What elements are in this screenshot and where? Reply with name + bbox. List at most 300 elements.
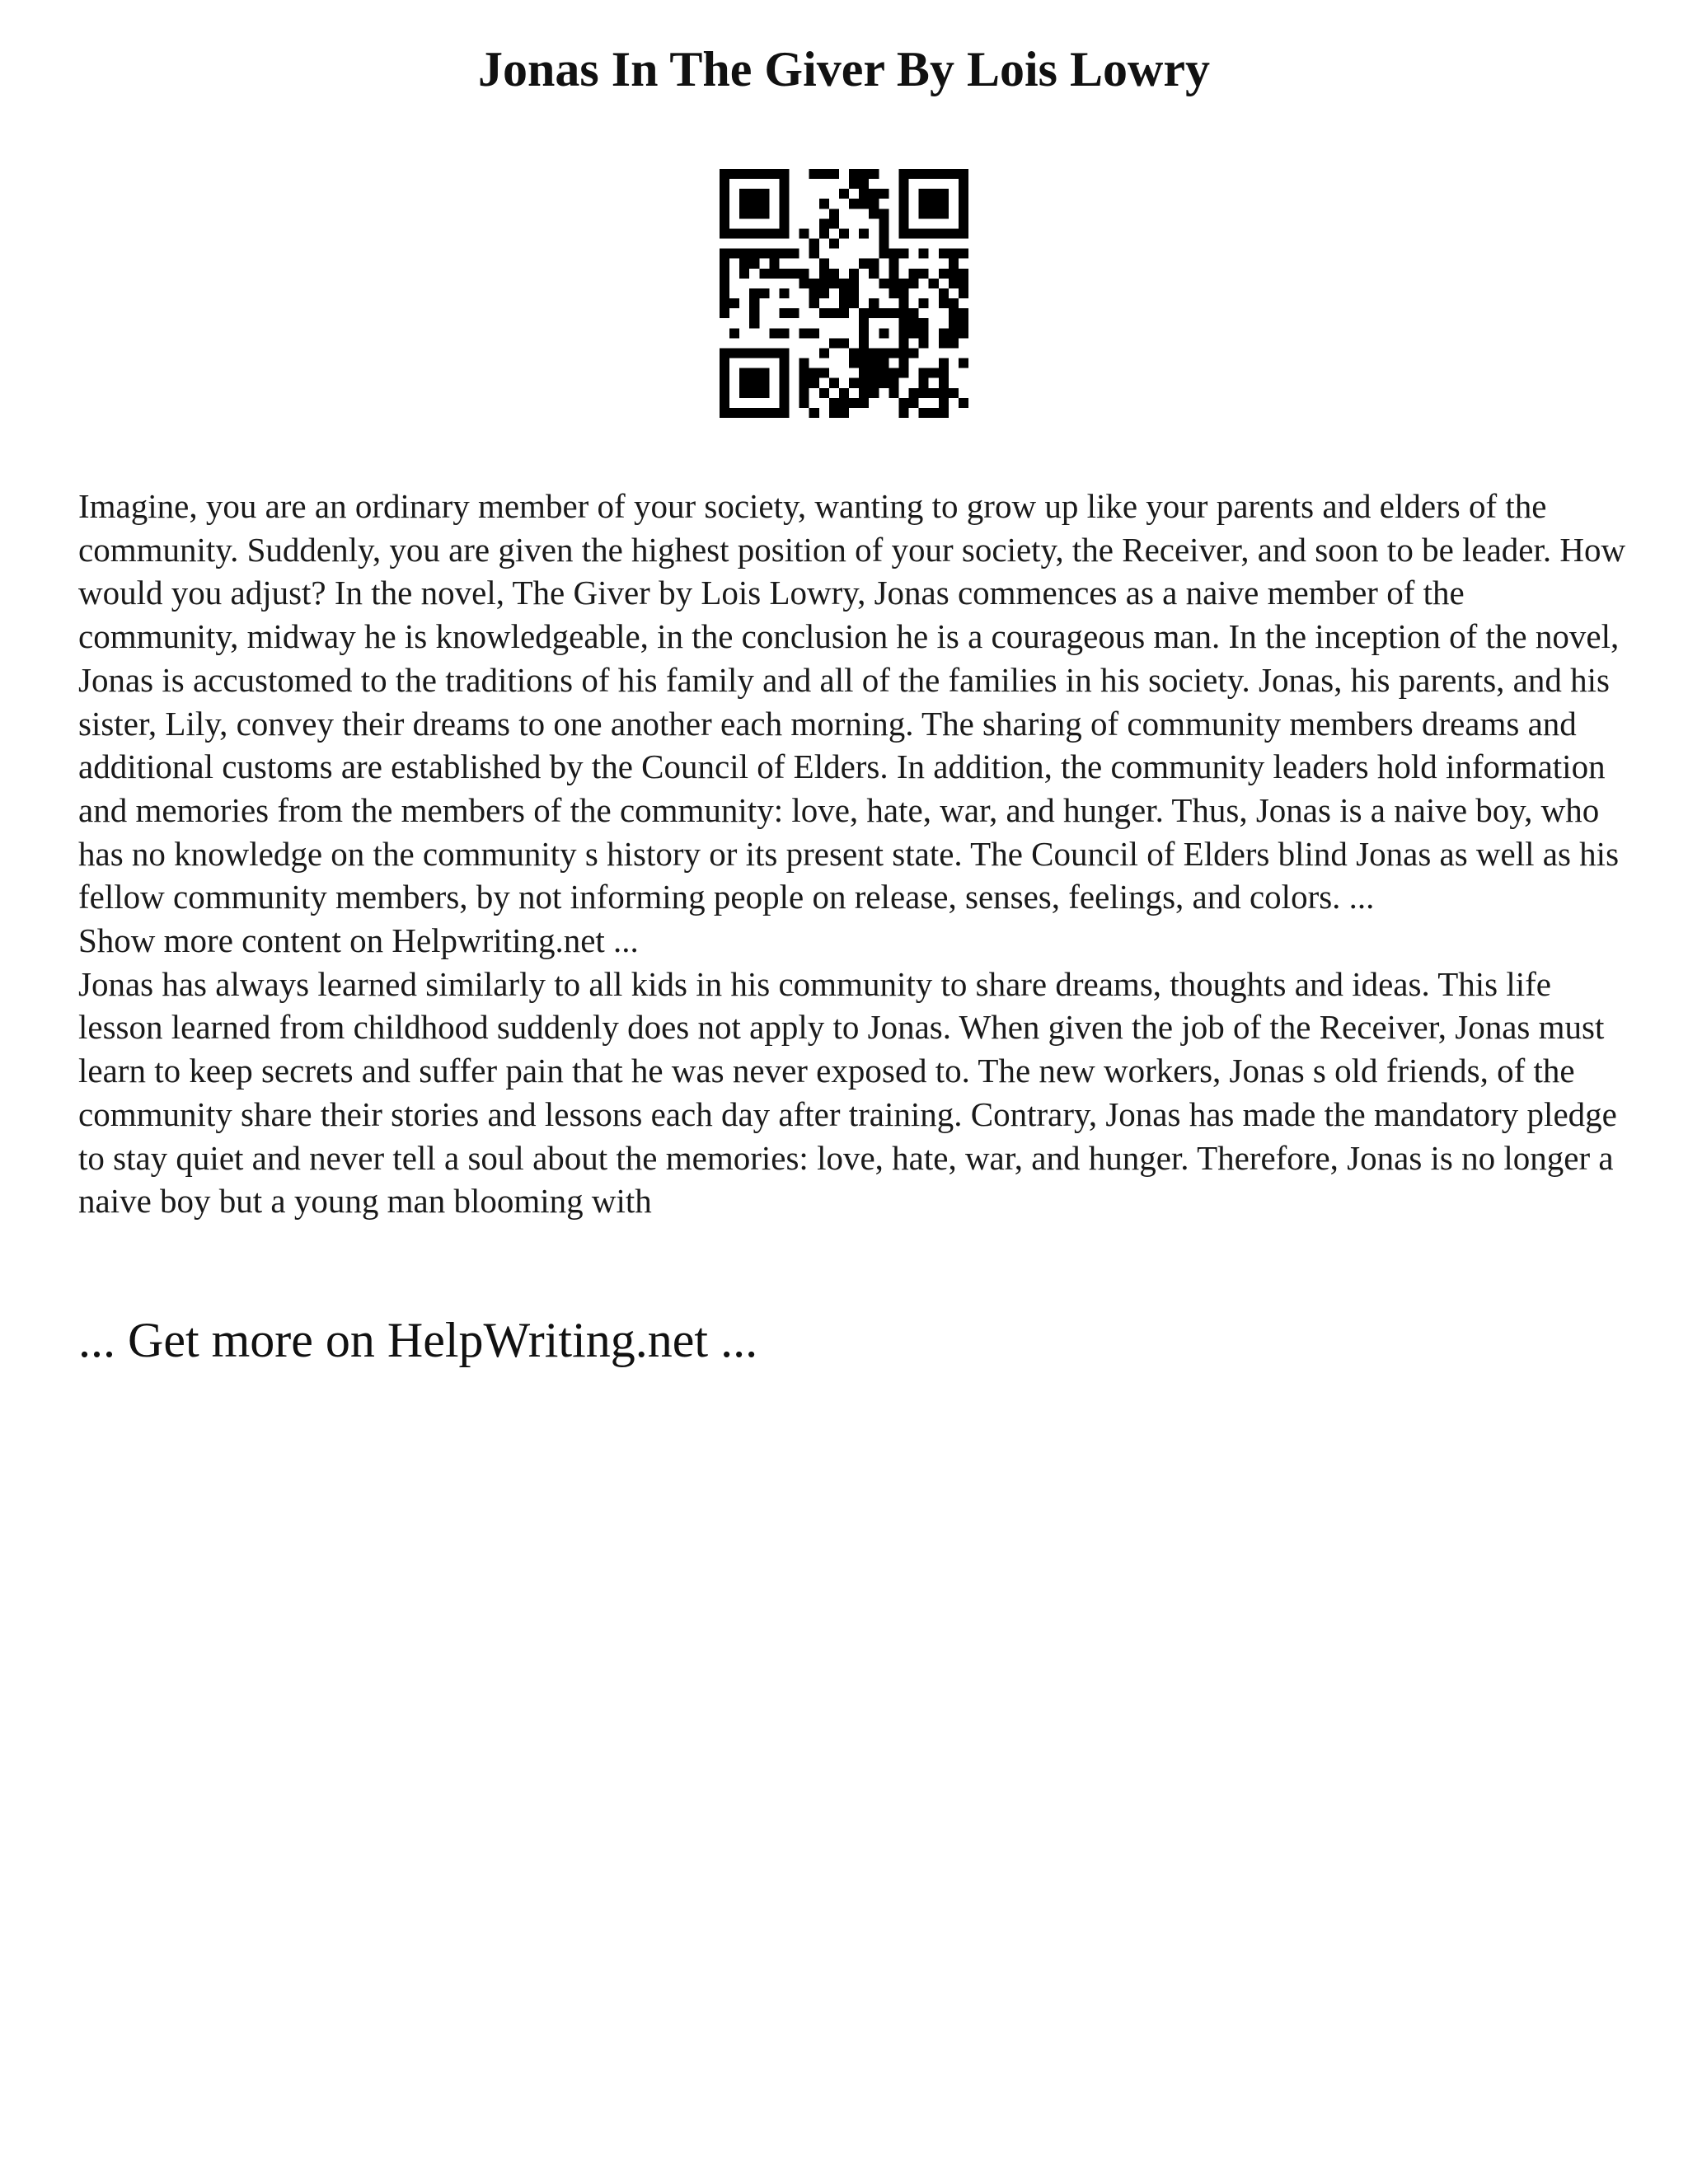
qr-module: [819, 259, 829, 269]
qr-module: [919, 328, 929, 338]
qr-module: [859, 348, 869, 358]
qr-module: [759, 169, 769, 179]
qr-module: [889, 288, 898, 298]
qr-module: [779, 378, 789, 388]
qr-module: [898, 189, 908, 199]
qr-module: [769, 269, 779, 279]
qr-module: [889, 348, 898, 358]
qr-module: [819, 228, 829, 238]
qr-module: [729, 249, 739, 259]
qr-module: [898, 318, 908, 328]
qr-module: [819, 308, 829, 318]
qr-module: [879, 368, 889, 378]
qr-module: [849, 199, 859, 209]
qr-module: [749, 318, 759, 328]
qr-module: [779, 359, 789, 368]
qr-module: [879, 279, 889, 288]
document-body: [78, 485, 1628, 1223]
qr-module: [809, 288, 819, 298]
qr-module: [879, 228, 889, 238]
qr-module: [749, 348, 759, 358]
qr-module: [799, 269, 809, 279]
qr-module: [720, 269, 729, 279]
qr-module: [859, 368, 869, 378]
qr-module: [849, 179, 859, 189]
qr-module: [739, 169, 749, 179]
qr-module: [949, 269, 959, 279]
qr-module: [898, 359, 908, 368]
qr-module: [799, 398, 809, 408]
qr-module: [729, 298, 739, 308]
qr-module: [779, 199, 789, 209]
qr-module: [919, 209, 929, 218]
qr-module: [959, 328, 968, 338]
qr-module: [749, 169, 759, 179]
qr-module: [819, 368, 829, 378]
qr-module: [949, 228, 959, 238]
qr-module: [879, 378, 889, 388]
qr-module: [939, 368, 949, 378]
qr-module: [779, 328, 789, 338]
qr-module: [720, 288, 729, 298]
qr-module: [839, 408, 849, 418]
qr-module: [799, 328, 809, 338]
qr-module: [759, 209, 769, 218]
qr-module: [790, 308, 799, 318]
qr-module: [839, 279, 849, 288]
qr-module: [939, 269, 949, 279]
qr-module: [929, 368, 939, 378]
qr-module: [869, 298, 879, 308]
qr-module: [919, 199, 929, 209]
qr-module: [898, 288, 908, 298]
qr-module: [929, 228, 939, 238]
qr-module: [739, 408, 749, 418]
qr-module: [720, 279, 729, 288]
qr-module: [939, 359, 949, 368]
qr-module: [720, 179, 729, 189]
qr-module: [898, 298, 908, 308]
qr-module: [819, 218, 829, 228]
qr-module: [779, 169, 789, 179]
qr-module: [949, 328, 959, 338]
qr-module: [919, 269, 929, 279]
qr-module: [959, 269, 968, 279]
qr-module: [739, 259, 749, 269]
qr-module: [939, 378, 949, 388]
qr-module: [729, 348, 739, 358]
qr-module: [739, 199, 749, 209]
qr-module: [779, 348, 789, 358]
qr-module: [859, 169, 869, 179]
qr-module: [919, 298, 929, 308]
qr-module: [769, 328, 779, 338]
qr-module: [759, 228, 769, 238]
qr-module: [859, 378, 869, 388]
qr-module: [809, 298, 819, 308]
qr-module: [929, 388, 939, 398]
qr-module: [879, 328, 889, 338]
qr-module: [959, 359, 968, 368]
qr-module: [729, 228, 739, 238]
qr-module: [749, 288, 759, 298]
qr-module: [759, 269, 769, 279]
qr-module: [869, 169, 879, 179]
qr-module: [849, 269, 859, 279]
qr-module: [819, 288, 829, 298]
qr-module: [729, 408, 739, 418]
qr-module: [849, 348, 859, 358]
qr-module: [919, 169, 929, 179]
qr-module: [879, 359, 889, 368]
qr-module: [769, 169, 779, 179]
qr-module: [889, 308, 898, 318]
qr-module: [939, 228, 949, 238]
qr-module: [769, 348, 779, 358]
qr-module: [829, 239, 839, 249]
qr-module: [769, 228, 779, 238]
qr-module: [720, 169, 729, 179]
qr-module: [939, 209, 949, 218]
qr-module: [939, 408, 949, 418]
qr-module: [949, 259, 959, 269]
qr-module: [929, 189, 939, 199]
qr-module: [909, 318, 919, 328]
qr-module: [779, 218, 789, 228]
qr-module: [749, 388, 759, 398]
qr-module: [869, 189, 879, 199]
qr-module: [839, 388, 849, 398]
qr-module: [859, 228, 869, 238]
qr-module: [898, 368, 908, 378]
qr-module: [779, 398, 789, 408]
qr-module: [898, 169, 908, 179]
qr-module: [809, 279, 819, 288]
qr-module: [949, 318, 959, 328]
qr-module: [929, 408, 939, 418]
qr-module: [909, 169, 919, 179]
qr-module: [790, 269, 799, 279]
qr-module: [889, 259, 898, 269]
qr-module: [919, 338, 929, 348]
qr-module: [769, 408, 779, 418]
qr-module: [799, 228, 809, 238]
qr-module: [859, 179, 869, 189]
qr-module: [819, 169, 829, 179]
qr-module: [869, 199, 879, 209]
qr-module: [859, 259, 869, 269]
qr-module: [759, 388, 769, 398]
qr-module: [779, 179, 789, 189]
qr-module: [769, 259, 779, 269]
qr-module: [729, 328, 739, 338]
qr-module: [720, 398, 729, 408]
qr-module: [799, 368, 809, 378]
qr-module: [879, 249, 889, 259]
qr-module: [839, 398, 849, 408]
qr-module: [859, 318, 869, 328]
qr-module: [898, 408, 908, 418]
qr-module: [919, 388, 929, 398]
qr-module: [720, 408, 729, 418]
qr-module: [929, 279, 939, 288]
qr-module: [849, 169, 859, 179]
qr-module: [889, 279, 898, 288]
qr-module: [839, 338, 849, 348]
qr-module: [939, 189, 949, 199]
qr-module: [939, 328, 949, 338]
qr-module: [959, 209, 968, 218]
qr-module: [720, 378, 729, 388]
qr-module: [939, 388, 949, 398]
qr-module: [869, 348, 879, 358]
qr-module: [720, 388, 729, 398]
qr-module: [749, 368, 759, 378]
qr-module: [749, 209, 759, 218]
qr-module: [720, 228, 729, 238]
qr-module: [759, 288, 769, 298]
qr-module: [759, 199, 769, 209]
qr-module: [849, 298, 859, 308]
qr-module: [959, 398, 968, 408]
qr-module: [779, 388, 789, 398]
qr-module: [739, 249, 749, 259]
qr-module: [739, 228, 749, 238]
qr-module: [720, 308, 729, 318]
qr-module: [819, 388, 829, 398]
qr-module: [939, 398, 949, 408]
qr-module: [869, 259, 879, 269]
qr-module: [919, 378, 929, 388]
qr-module: [898, 279, 908, 288]
qr-module: [879, 189, 889, 199]
qr-module: [799, 279, 809, 288]
qr-module: [959, 279, 968, 288]
qr-module: [790, 249, 799, 259]
qr-module: [839, 228, 849, 238]
qr-module: [889, 368, 898, 378]
qr-module: [720, 218, 729, 228]
qr-module: [839, 298, 849, 308]
qr-module: [919, 249, 929, 259]
qr-module: [898, 338, 908, 348]
qr-module: [849, 378, 859, 388]
qr-module: [829, 308, 839, 318]
qr-module: [819, 199, 829, 209]
qr-module: [909, 398, 919, 408]
qr-module: [849, 288, 859, 298]
qr-module: [939, 249, 949, 259]
qr-module: [759, 378, 769, 388]
qr-module: [720, 189, 729, 199]
qr-module: [919, 189, 929, 199]
qr-module: [720, 368, 729, 378]
qr-module: [749, 199, 759, 209]
qr-module: [739, 189, 749, 199]
qr-module: [749, 189, 759, 199]
body-paragraph-intro: Imagine, you are an ordinary member of your society, wanting to grow up like your parents and elders of the community. Suddenly, you are given the highest position of your society, the Receiver, and soon to be leader. How would you adjust? In the novel, The Giver by Lois Lowry, Jonas commences as a naive member of the community, midway he is knowledgeable, in the conclusion he is a courageous man. In the inception of the novel, Jonas is accustomed to the traditions of his family and all of the families in his society. Jonas, his parents, and his sister, Lily, convey their dreams to one another each morning. The sharing of community members dreams and additional customs are established by the Council of Elders. In addition, the community leaders hold information and memories from the members of the community: love, hate, war, and hunger. Thus, Jonas is a naive boy, who has no knowledge on the community s history or its present state. The Council of Elders blind Jonas as well as his fellow community members, by not informing people on release, senses, feelings, and colors. ...: [78, 487, 1626, 916]
qr-module: [869, 308, 879, 318]
show-more-line: Show more content on Helpwriting.net ...: [78, 921, 639, 960]
qr-module: [720, 259, 729, 269]
qr-module: [919, 318, 929, 328]
qr-module: [959, 218, 968, 228]
qr-module: [809, 408, 819, 418]
qr-module: [799, 388, 809, 398]
qr-module: [720, 199, 729, 209]
qr-module: [809, 368, 819, 378]
qr-module: [909, 269, 919, 279]
qr-module: [949, 169, 959, 179]
qr-module: [889, 388, 898, 398]
qr-module: [939, 288, 949, 298]
qr-module: [919, 368, 929, 378]
qr-module: [720, 209, 729, 218]
qr-module: [759, 189, 769, 199]
qr-module: [949, 308, 959, 318]
qr-module: [859, 388, 869, 398]
qr-module: [749, 378, 759, 388]
qr-module: [898, 348, 908, 358]
qr-module: [869, 388, 879, 398]
qr-module: [929, 169, 939, 179]
qr-module: [739, 388, 749, 398]
qr-module: [799, 378, 809, 388]
qr-module: [929, 209, 939, 218]
qr-module: [939, 169, 949, 179]
qr-module: [829, 408, 839, 418]
qr-module: [909, 308, 919, 318]
qr-module: [889, 269, 898, 279]
qr-module: [779, 249, 789, 259]
qr-module: [720, 348, 729, 358]
qr-module: [909, 279, 919, 288]
qr-module: [799, 359, 809, 368]
qr-module: [739, 368, 749, 378]
qr-module: [829, 279, 839, 288]
qr-module: [729, 169, 739, 179]
qr-module: [749, 228, 759, 238]
qr-module: [859, 338, 869, 348]
qr-module: [898, 209, 908, 218]
qr-module: [839, 308, 849, 318]
qr-module: [829, 169, 839, 179]
qr-module: [959, 228, 968, 238]
qr-module: [898, 328, 908, 338]
qr-module: [720, 298, 729, 308]
qr-module: [909, 228, 919, 238]
qr-module: [859, 328, 869, 338]
qr-module: [959, 199, 968, 209]
qr-module: [819, 269, 829, 279]
qr-module: [749, 298, 759, 308]
qr-module: [849, 398, 859, 408]
document-title: Jonas In The Giver By Lois Lowry: [478, 42, 1210, 96]
qr-module: [879, 209, 889, 218]
qr-module: [829, 338, 839, 348]
qr-module: [869, 209, 879, 218]
qr-module: [749, 249, 759, 259]
qr-module: [869, 359, 879, 368]
qr-module: [749, 408, 759, 418]
body-paragraph-second: Jonas has always learned similarly to all kids in his community to share dreams, thoughts and ideas. This life lesson learned from childhood suddenly does not apply to Jonas. When given the job of the Receiver, Jonas must learn to keep secrets and suffer pain that he was never exposed to. The new workers, Jonas s old friends, of the community share their stories and lessons each day after training. Contrary, Jonas has made the mandatory pledge to stay quiet and never tell a soul about the memories: love, hate, war, and hunger. Therefore, Jonas is no longer a naive boy but a young man blooming with: [78, 964, 1617, 1221]
qr-module: [889, 249, 898, 259]
qr-module: [809, 378, 819, 388]
qr-module: [949, 249, 959, 259]
qr-module: [879, 239, 889, 249]
qr-module: [849, 359, 859, 368]
qr-module: [849, 279, 859, 288]
qr-module: [898, 228, 908, 238]
qr-module: [749, 259, 759, 269]
qr-module: [909, 348, 919, 358]
qr-module: [819, 279, 829, 288]
qr-module: [720, 359, 729, 368]
qr-module: [898, 179, 908, 189]
qr-module: [779, 228, 789, 238]
qr-module: [949, 388, 959, 398]
qr-module: [859, 308, 869, 318]
qr-module: [898, 308, 908, 318]
qr-module: [769, 249, 779, 259]
qr-module: [939, 199, 949, 209]
qr-module: [829, 378, 839, 388]
qr-module: [959, 179, 968, 189]
qr-module: [909, 388, 919, 398]
qr-module: [949, 298, 959, 308]
qr-module: [859, 199, 869, 209]
qr-module: [759, 249, 769, 259]
qr-module: [879, 308, 889, 318]
qr-module: [759, 408, 769, 418]
qr-module: [859, 398, 869, 408]
qr-module: [749, 308, 759, 318]
qr-module: [898, 398, 908, 408]
qr-module: [959, 189, 968, 199]
qr-module: [839, 288, 849, 298]
qr-module: [779, 189, 789, 199]
qr-module: [919, 228, 929, 238]
qr-module: [959, 169, 968, 179]
qr-module: [879, 348, 889, 358]
qr-module: [779, 209, 789, 218]
qr-code-icon: [720, 169, 968, 418]
get-more-link[interactable]: ... Get more on HelpWriting.net ...: [78, 1313, 758, 1367]
qr-module: [779, 288, 789, 298]
qr-module: [879, 218, 889, 228]
qr-module: [869, 368, 879, 378]
qr-module: [819, 348, 829, 358]
qr-module: [959, 308, 968, 318]
qr-module: [779, 368, 789, 378]
qr-module: [898, 249, 908, 259]
qr-module: [739, 269, 749, 279]
qr-module: [829, 218, 839, 228]
qr-module: [959, 288, 968, 298]
qr-module: [739, 348, 749, 358]
qr-module: [909, 328, 919, 338]
qr-module: [779, 408, 789, 418]
qr-module: [889, 378, 898, 388]
qr-module: [949, 279, 959, 288]
qr-module: [809, 249, 819, 259]
qr-module: [759, 368, 769, 378]
qr-module: [759, 348, 769, 358]
qr-module: [869, 269, 879, 279]
qr-module: [859, 189, 869, 199]
qr-module: [720, 249, 729, 259]
qr-module: [779, 308, 789, 318]
